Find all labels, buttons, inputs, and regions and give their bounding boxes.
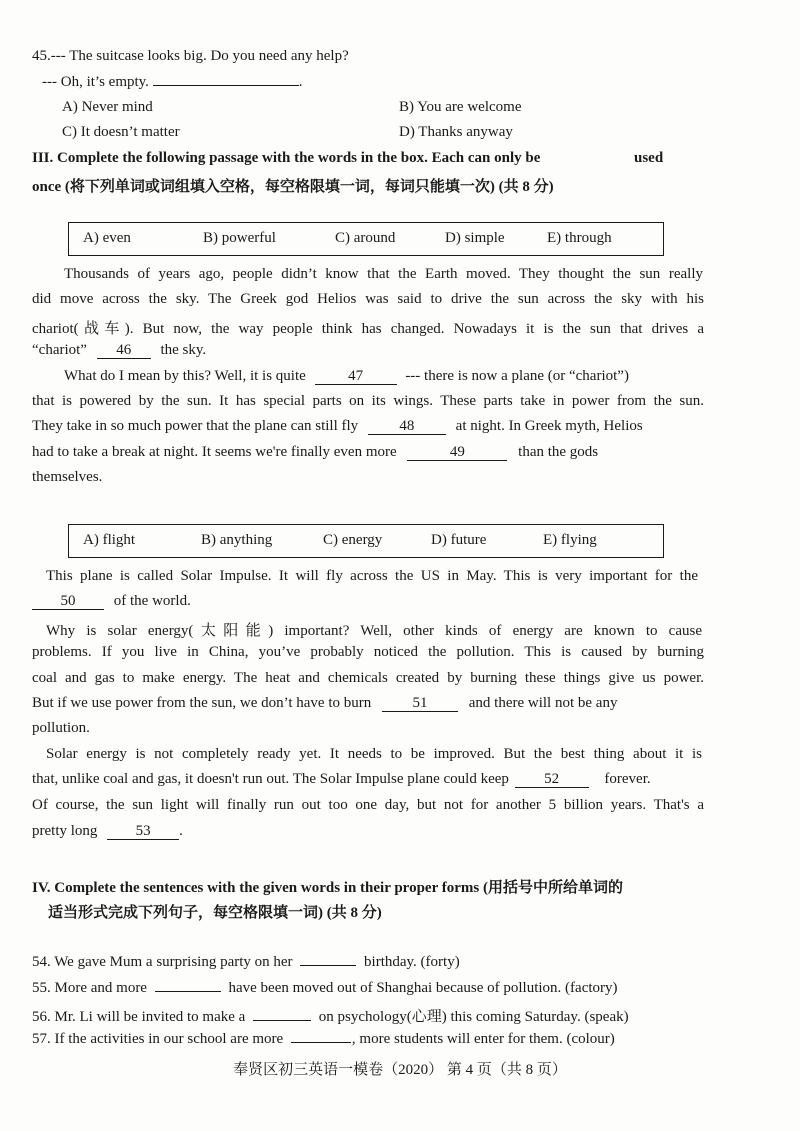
q56 <box>32 1005 629 1026</box>
section3-heading-line1: III. Complete the following passage with the words in the box. Each can only be <box>32 150 541 166</box>
p2-line4-pre: had to take a break at night. It seems we're finally even more <box>32 444 397 460</box>
q45-answer-prefix: --- Oh, it’s empty. <box>42 74 149 90</box>
q54-post: birthday. (forty) <box>364 954 460 970</box>
p3-line2-post: of the world. <box>113 593 191 609</box>
word-box-2-option-a: A) flight <box>83 532 136 548</box>
p4-line4-pre: But if we use power from the sun, we don’t have to burn <box>32 695 372 711</box>
q57-blank[interactable] <box>291 1042 351 1043</box>
q55 <box>32 980 618 997</box>
blank-49[interactable]: 49 <box>407 444 507 461</box>
word-box-1-option-c: C) around <box>335 230 396 246</box>
q55-post: have been moved out of Shanghai because of pollution. (factory) <box>228 980 618 996</box>
blank-50[interactable]: 50 <box>32 593 104 610</box>
blank-52[interactable]: 52 <box>515 771 589 788</box>
p2-line1 <box>64 368 629 385</box>
q56-blank[interactable] <box>253 1020 311 1021</box>
p2-line3-post: at night. In Greek myth, Helios <box>455 418 643 434</box>
p2-line5: themselves. <box>32 469 103 485</box>
word-box-1-option-a: A) even <box>83 230 131 246</box>
q45-option-a: A) Never mind <box>62 99 153 115</box>
p5-line4-post: . <box>179 823 183 839</box>
p2-line3-pre: They take in so much power that the plane can still fly <box>32 418 359 434</box>
section4-heading-line1: IV. Complete the sentences with the given words in their proper forms (用括号中所给单词的 <box>32 880 623 896</box>
blank-51[interactable]: 51 <box>382 695 458 712</box>
q45-blank[interactable] <box>153 85 299 86</box>
p1-line4-pre: “chariot” <box>32 342 87 358</box>
p4-line2: problems. If you live in China, you’ve probably noticed the pollution. This is caused by burning <box>32 644 704 660</box>
p1-line3: chariot(战车). But now, the way people think has changed. Nowadays it is the sun that drives a <box>32 321 704 337</box>
q54 <box>32 954 460 971</box>
p4-line1: Why is solar energy(太阳能) important? Well, other kinds of energy are known to cause <box>46 623 702 639</box>
p2-line1-post: --- there is now a plane (or “chariot”) <box>405 368 629 384</box>
p4-line3: coal and gas to make energy. The heat and chemicals created by burning these things give us power. <box>32 670 704 686</box>
blank-53[interactable]: 53 <box>107 823 179 840</box>
q54-pre: 54. We gave Mum a surprising party on her <box>32 954 293 970</box>
blank-47[interactable]: 47 <box>315 368 397 385</box>
p1-line4 <box>32 342 206 359</box>
word-box-1-option-d: D) simple <box>445 230 505 246</box>
p2-line2: that is powered by the sun. It has special parts on its wings. These parts take in power from the sun. <box>32 393 704 409</box>
q55-pre: 55. More and more <box>32 980 147 996</box>
q45-question: 45.--- The suitcase looks big. Do you need any help? <box>32 48 349 64</box>
p1-line4-post: the sky. <box>160 342 207 358</box>
word-box-2-option-d: D) future <box>431 532 487 548</box>
section3-heading-used: used <box>634 150 664 166</box>
q56-pre: 56. Mr. Li will be invited to make a <box>32 1009 246 1025</box>
p5-line4 <box>32 823 183 840</box>
p1-line2: did move across the sky. The Greek god Helios was said to drive the sun across the sky with his <box>32 291 704 307</box>
p2-line4 <box>32 444 598 461</box>
word-box-1-option-b: B) powerful <box>203 230 276 246</box>
p1-line1: Thousands of years ago, people didn’t know that the Earth moved. They thought the sun really <box>64 266 703 282</box>
blank-48[interactable]: 48 <box>368 418 446 435</box>
blank-46[interactable]: 46 <box>97 342 151 359</box>
section4-heading-line2: 适当形式完成下列句子，每空格限填一词) (共 8 分) <box>48 905 382 921</box>
word-box-1 <box>68 222 664 256</box>
word-box-2-option-e: E) flying <box>543 532 597 548</box>
p3-line2 <box>32 593 191 610</box>
q45-answer-suffix: . <box>298 74 303 90</box>
q45-option-d: D) Thanks anyway <box>399 124 513 140</box>
q57-pre: 57. If the activities in our school are more <box>32 1031 284 1047</box>
q54-blank[interactable] <box>300 965 356 966</box>
q45-option-b: B) You are welcome <box>399 99 522 115</box>
section3-heading-line2: once (将下列单词或词组填入空格，每空格限填一词，每词只能填一次) (共 8 分) <box>32 179 554 195</box>
p2-line3 <box>32 418 643 435</box>
p2-line4-post: than the gods <box>518 444 599 460</box>
word-box-2-option-c: C) energy <box>323 532 383 548</box>
p5-line1: Solar energy is not completely ready yet. It needs to be improved. But the best thing about it is <box>46 746 702 762</box>
p5-line4-pre: pretty long <box>32 823 98 839</box>
p5-line2 <box>32 771 651 788</box>
q56-post: on psychology(心理) this coming Saturday. (speak) <box>318 1009 629 1025</box>
page-footer: 奉贤区初三英语一模卷（2020） 第 4 页（共 8 页） <box>233 1062 567 1078</box>
p2-line1-pre: What do I mean by this? Well, it is quite <box>64 368 306 384</box>
p5-line3: Of course, the sun light will finally run out too one day, but not for another 5 billion years. That's a <box>32 797 704 813</box>
q57-post: , more students will enter for them. (colour) <box>351 1031 615 1047</box>
word-box-2-option-b: B) anything <box>201 532 273 548</box>
p3-line1: This plane is called Solar Impulse. It will fly across the US in May. This is very important for the <box>46 568 698 584</box>
p4-line4-post: and there will not be any <box>468 695 618 711</box>
q55-blank[interactable] <box>155 991 221 992</box>
q45-option-c: C) It doesn’t matter <box>62 124 180 140</box>
word-box-1-option-e: E) through <box>547 230 612 246</box>
word-box-2 <box>68 524 664 558</box>
p4-line4 <box>32 695 617 712</box>
p5-line2-pre: that, unlike coal and gas, it doesn't run out. The Solar Impulse plane could keep <box>32 771 509 787</box>
p4-line5: pollution. <box>32 720 90 736</box>
p5-line2-post: forever. <box>604 771 651 787</box>
q45-answer-line <box>42 74 302 91</box>
q57 <box>32 1031 615 1048</box>
